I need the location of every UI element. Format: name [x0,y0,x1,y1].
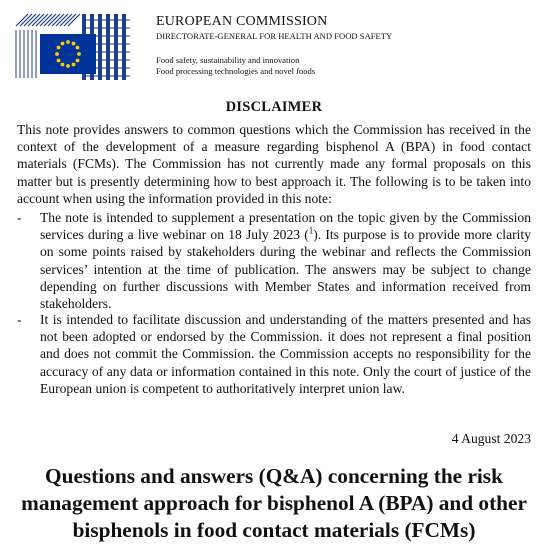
document-date: 4 August 2023 [451,431,531,446]
directorate-name: DIRECTORATE-GENERAL FOR HEALTH AND FOOD SAFETY [156,31,393,41]
letterhead [156,14,536,77]
footnote-ref: 1 [308,225,314,236]
european-commission-logo [14,12,132,82]
bullet-1-text [40,209,531,312]
document-title: Questions and answers (Q&A) concerning the risk management approach for bisphenol A (BPA) and other bisphenols in food contact materials (FCMs) [21,464,527,542]
bullet-marker: - [17,312,22,327]
disclaimer-bullet-1 [17,209,531,312]
bullet-1-text-start: The note is intended to supplement a presentation on the topic given by the Commission services during a live webinar on 18 July 2023 ( [40,210,531,243]
disclaimer-intro: This note provides answers to common questions which the Commission has received in the context of the development of a measure regarding bisphenol A (BPA) in food contact materials (FCMs). The Commission has not currently made any formal proposals on this matter but is presently determining how to best approach it. The following is to be taken into account when using the information provided in this note: [17,122,531,206]
eu-flag-icon [14,12,132,82]
bullet-1-text-end: ). Its purpose is to provide more clarity on some points raised by stakeholders during the webinar and reflects the Commission services’ intention at the time of publication. The answers may be subject to change depending on further discussions with Member States and information received from stakeholders. [40,227,531,312]
unit-line-1: Food safety, sustainability and innovation [156,55,300,65]
bullet-marker: - [17,210,22,225]
disclaimer-heading: DISCLAIMER [225,99,323,115]
organization-name: EUROPEAN COMMISSION [156,14,328,29]
unit-line-2: Food processing technologies and novel foods [156,66,316,76]
bullet-2-text: It is intended to facilitate discussion and understanding of the matters presented and has not been adopted or endorsed by the Commission. it does not represent a final position and does not commit the Commission. the Commission accepts no responsibility for the accuracy of any data or information contained in this note. Only the court of justice of the European union is competent to authoritatively interpret union law. [40,312,531,396]
disclaimer-bullet-2 [17,311,531,397]
